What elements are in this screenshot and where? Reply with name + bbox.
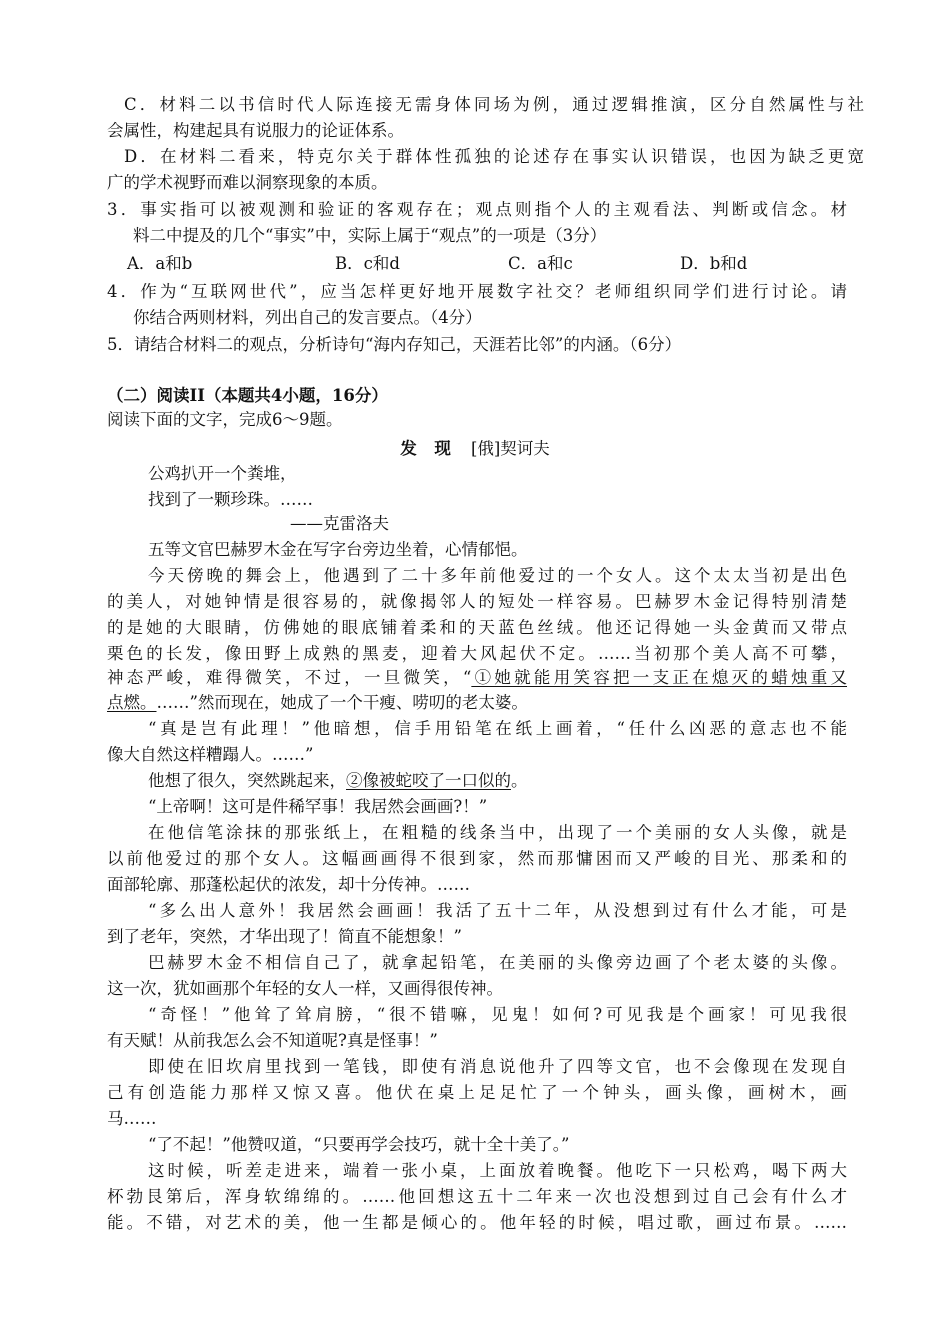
q3-text-line2: 料二中提及的几个“事实”中，实际上属于“观点”的一项是（3分） bbox=[133, 226, 607, 245]
paragraph-12-line1: 这时候，听差走进来，端着一张小桌，上面放着晚餐。他吃下一只松鸡，喝下两大 bbox=[148, 1161, 847, 1180]
q5-text: 5．请结合材料二的观点，分析诗句“海内存知己，天涯若比邻”的内涵。（6分） bbox=[107, 335, 682, 354]
paragraph-10-line2: 己有创造能力那样又惊又喜。他伏在桌上足足忙了一个钟头，画头像，画树木，画 bbox=[107, 1083, 847, 1102]
paragraph-2-line6 bbox=[107, 690, 847, 716]
paragraph-2-line6-text: ……”然而现在，她成了一个干瘦、唠叨的老太婆。 bbox=[156, 693, 528, 712]
paragraph-3-line2: 像大自然这样糟蹋人。……” bbox=[107, 745, 314, 764]
paragraph-2-line4: 栗色的长发，像田野上成熟的黑麦，迎着大风起伏不定。……当初那个美人高不可攀， bbox=[107, 644, 847, 663]
epigraph-line1: 公鸡扒开一个粪堆， bbox=[148, 464, 297, 483]
paragraph-4-text: 他想了很久，突然跳起来， bbox=[148, 771, 346, 790]
paragraph-10-line1: 即使在旧坎肩里找到一笔钱，即使有消息说他升了四等文官，也不会像现在发现自 bbox=[148, 1057, 847, 1076]
paragraph-2-line5 bbox=[107, 665, 847, 691]
story-title: 发 现 bbox=[400, 439, 457, 458]
paragraph-12-line3: 能。不错，对艺术的美，他一生都是倾心的。他年轻的时候，唱过歌，画过布景。…… bbox=[107, 1213, 847, 1232]
story-author: [俄]契诃夫 bbox=[470, 439, 550, 458]
q3-option-d: D．b和d bbox=[680, 254, 748, 273]
q4-text-line1: 4．作为“互联网世代”，应当怎样更好地开展数字社交？老师组织同学们进行讨论。请 bbox=[107, 282, 847, 301]
paragraph-2-line5-text: 神态严峻，难得微笑，不过，一旦微笑，“ bbox=[107, 668, 472, 687]
paragraph-4-end: 。 bbox=[511, 771, 528, 790]
paragraph-8-line1: 巴赫罗木金不相信自己了，就拿起铅笔，在美丽的头像旁边画了个老太婆的头像。 bbox=[148, 953, 847, 972]
q3-option-a: A．a和b bbox=[127, 254, 193, 273]
paragraph-7-line1: “多么出人意外！我居然会画画！我活了五十二年，从没想到过有什么才能，可是 bbox=[148, 901, 847, 920]
underlined-sentence-1: ①她就能用笑容把一支正在熄灭的蜡烛重又 bbox=[471, 668, 848, 687]
paragraph-1: 五等文官巴赫罗木金在写字台旁边坐着，心情郁悒。 bbox=[148, 540, 528, 559]
story-title-row bbox=[0, 436, 950, 462]
underlined-sentence-2: ②像被蛇咬了一口似的 bbox=[346, 771, 511, 790]
paragraph-9-line2: 有天赋！从前我怎么会不知道呢?真是怪事！” bbox=[107, 1031, 438, 1050]
paragraph-7-line2: 到了老年，突然，才华出现了！简直不能想象！” bbox=[107, 927, 462, 946]
paragraph-6-line3: 面部轮廓、那蓬松起伏的浓发，却十分传神。…… bbox=[107, 875, 470, 894]
paragraph-2-line1: 今天傍晚的舞会上，他遇到了二十多年前他爱过的一个女人。这个太太当初是出色 bbox=[148, 566, 847, 585]
paragraph-10-line3: 马…… bbox=[107, 1109, 157, 1128]
paragraph-4 bbox=[148, 768, 888, 794]
epigraph-attribution: ——克雷洛夫 bbox=[290, 514, 389, 533]
paragraph-2-line3: 的是她的大眼睛，仿佛她的眼底铺着柔和的天蓝色丝绒。他还记得她一头金黄而又带点 bbox=[107, 618, 847, 637]
paragraph-11: “了不起！”他赞叹道，“只要再学会技巧，就十全十美了。” bbox=[148, 1135, 570, 1154]
q3-option-c: C．a和c bbox=[508, 254, 573, 273]
q2-option-d-line2: 广的学术视野而难以洞察现象的本质。 bbox=[107, 173, 388, 192]
paragraph-12-line2: 杯勃艮第后，浑身软绵绵的。……他回想这五十二年来一次也没想到过自己会有什么才 bbox=[107, 1187, 847, 1206]
q2-option-d-line1: D．在材料二看来，特克尔关于群体性孤独的论述存在事实认识错误，也因为缺乏更宽 bbox=[124, 147, 864, 166]
paragraph-2-line2: 的美人，对她钟情是很容易的，就像揭邻人的短处一样容易。巴赫罗木金记得特别清楚 bbox=[107, 592, 847, 611]
paragraph-5: “上帝啊！这可是件稀罕事！我居然会画画?！” bbox=[148, 797, 488, 816]
paragraph-9-line1: “奇怪！”他耸了耸肩膀，“很不错嘛，见鬼！如何?可见我是个画家！可见我很 bbox=[148, 1005, 847, 1024]
q4-text-line2: 你结合两则材料，列出自己的发言要点。（4分） bbox=[133, 308, 482, 327]
paragraph-6-line2: 以前他爱过的那个女人。这幅画画得不很到家，然而那慵困而又严峻的目光、那柔和的 bbox=[107, 849, 847, 868]
q2-option-c-line1: C．材料二以书信时代人际连接无需身体同场为例，通过逻辑推演，区分自然属性与社 bbox=[124, 95, 864, 114]
paragraph-6-line1: 在他信笔涂抹的那张纸上，在粗糙的线条当中，出现了一个美丽的女人头像，就是 bbox=[148, 823, 847, 842]
q2-option-c-line2: 会属性，构建起具有说服力的论证体系。 bbox=[107, 121, 404, 140]
section-heading: （二）阅读II（本题共4小题，16分） bbox=[107, 386, 388, 405]
section-instruction: 阅读下面的文字，完成6～9题。 bbox=[107, 410, 343, 429]
q3-text-line1: 3．事实指可以被观测和验证的客观存在；观点则指个人的主观看法、判断或信念。材 bbox=[107, 200, 847, 219]
paragraph-8-line2: 这一次，犹如画那个年轻的女人一样，又画得很传神。 bbox=[107, 979, 503, 998]
q3-option-b: B．c和d bbox=[335, 254, 400, 273]
epigraph-line2: 找到了一颗珍珠。…… bbox=[148, 490, 313, 509]
underlined-sentence-1-end: 点燃。 bbox=[107, 693, 157, 712]
paragraph-3-line1: “真是岂有此理！”他暗想，信手用铅笔在纸上画着，“任什么凶恶的意志也不能 bbox=[148, 719, 847, 738]
